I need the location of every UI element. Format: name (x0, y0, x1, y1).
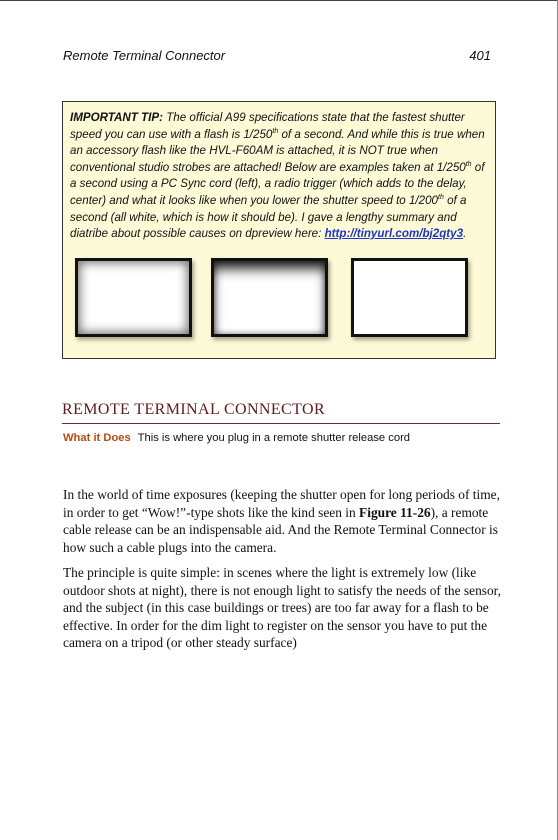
header-title: Remote Terminal Connector (63, 48, 226, 63)
example-photo-radio-trigger (211, 258, 328, 337)
body-paragraph-2: The principle is quite simple: in scenes where the light is extremely low (like outdoor shots at night), there is not enough light to satisfy the needs of the sensor, and the subject (in this case buildings or trees) are too far away for a flash to be effective. In order for the dim light to register on the sensor you have to put the camera on a tripod (or other steady surface) (63, 565, 501, 651)
tip-sentence-4: of a second (all white, which is how it should be). I gave a lengthy summary and diatribe about possible causes on dpreview here: (70, 193, 467, 241)
tip-superscript-1: th (272, 127, 279, 135)
body-paragraph-1 (63, 486, 501, 556)
dpreview-link[interactable]: http://tinyurl.com/bj2qty3 (324, 227, 464, 241)
body-p1-part-a: In the world of time exposures (keeping the shutter open for long periods of time, in order to get “Wow!”-type shots like the kind seen in (63, 487, 500, 520)
page-number: 401 (469, 48, 491, 63)
running-header (63, 48, 491, 63)
figure-reference: Figure 11-26 (359, 504, 431, 520)
what-it-does-line (63, 432, 503, 444)
tip-sentence-2: of a second. And while this is true when an accessory flash like the HVL-F60AM is attached, it is NOT true when conventional studio strobes are attached! Below are examples taken at 1/250 (70, 127, 485, 174)
section-title: REMOTE TERMINAL CONNECTOR (62, 401, 500, 424)
tip-sentence-3: of a second using a PC Sync cord (left), a radio trigger (which adds to the delay, center) and what it looks like when you lower the shutter speed to 1/200 (70, 160, 485, 207)
tip-superscript-2: th (465, 160, 472, 168)
what-it-does-text: This is where you plug in a remote shutter release cord (137, 432, 411, 444)
page-top-border (0, 0, 558, 1)
body-p1-part-b: ), a remote cable release can be an indispensable aid. And the Remote Terminal Connector is how such a cable plugs into the camera. (63, 504, 498, 555)
tip-superscript-3: th (438, 193, 444, 201)
important-tip-box (62, 101, 496, 359)
example-photo-slower-shutter (351, 258, 468, 337)
tip-sentence-1: The official A99 specifications state that the fastest shutter speed you can use with a flash is 1/250 (70, 111, 465, 141)
example-photo-pc-sync (75, 258, 192, 337)
tip-label: IMPORTANT TIP: (70, 111, 163, 124)
what-it-does-label: What it Does (63, 432, 131, 444)
tip-text (70, 110, 488, 243)
tip-end-period: . (463, 227, 467, 241)
